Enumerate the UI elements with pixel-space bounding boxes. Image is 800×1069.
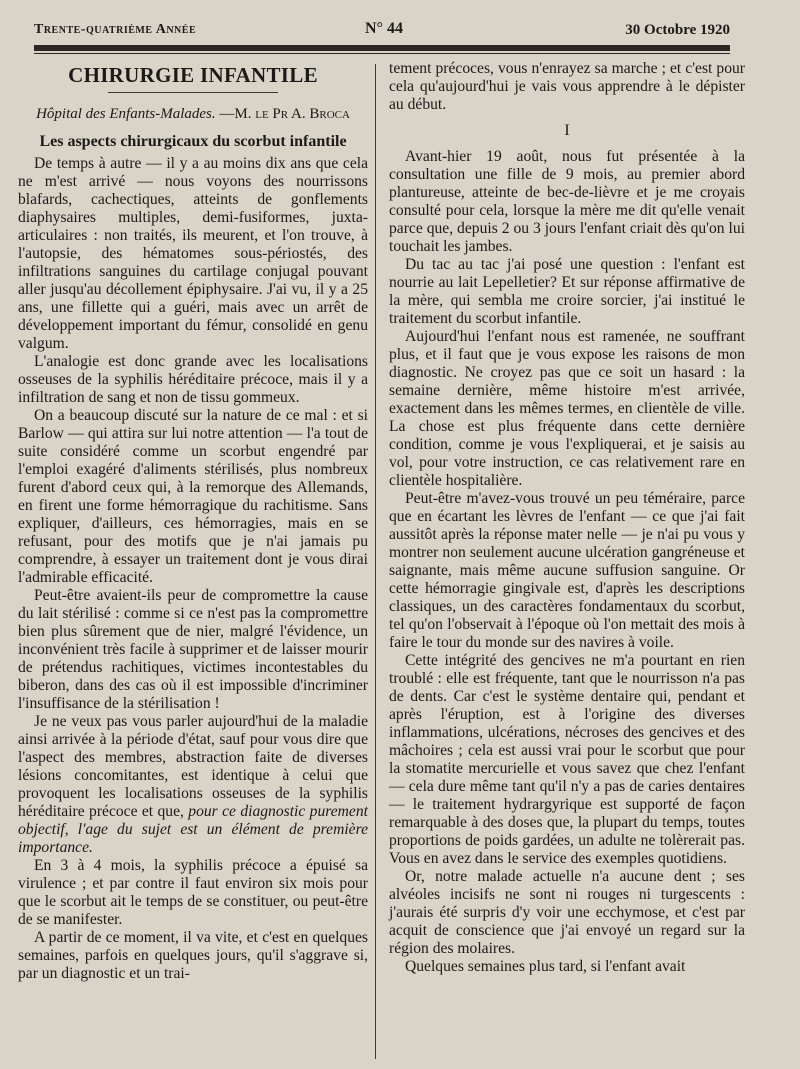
- right-paragraph-3: Aujourd'hui l'enfant nous est ramenée, ne souffrant plus, et il faut que je vous expose les raisons de mon diagnostic. Ne croyez pas que ce soit un hasard : la semaine dernière, même histoire m'est arrivée, exactement dans les mêmes termes, en clientèle de ville. La chose est plus fréquente dans cette dernière condition, comme je vous l'expliquerai, et je saisis au vol, pour votre instruction, ce cas relativement rare en clientèle hospitalière.: [389, 328, 745, 489]
- right-paragraph-7: Quelques semaines plus tard, si l'enfant avait: [405, 958, 686, 975]
- right-paragraph-continuation: tement précoces, vous n'enrayez sa marche ; et c'est pour cela qu'aujourd'hui je vais vous apprendre à le dépister au début.: [389, 60, 745, 113]
- section-numeral: I: [564, 122, 570, 139]
- right-paragraph-1: Avant-hier 19 août, nous fut présentée à la consultation une fille de 9 mois, au premier abord plantureuse, atteinte de bec-de-lièvre et je me croyais consulté pour cela, lorsque la mère me dit qu'elle venait parce que, depuis 2 ou 3 jours l'enfant criait dès qu'on lui touchait les jambes.: [389, 148, 745, 255]
- header-rule-thin: [34, 53, 730, 54]
- left-paragraph-2: L'analogie est donc grande avec les localisations osseuses de la syphilis héréditaire précoce, mais il y a infiltration de sang et non de tissu gommeux.: [18, 353, 368, 406]
- byline-hospital: Hôpital des Enfants-Malades.: [36, 106, 216, 122]
- left-paragraph-7: A partir de ce moment, il va vite, et c'est en quelques semaines, parfois en quelques jours, qu'il s'aggrave si, par un diagnostic et un trai-: [18, 929, 368, 982]
- left-paragraph-3: On a beaucoup discuté sur la nature de ce mal : et si Barlow — qui attira sur lui notre attention — l'a tout de suite considéré comme un scorbut engendré par l'emploi exagéré d'aliments stérilisés, plus nombreux furent d'abord ceux qui, à la remorque des Allemands, en firent une forme hémorragique du rachitisme. Sans expliquer, d'ailleurs, ces hémorragies, mais en se refusant, pour des motifs que je n'ai jamais pu comprendre, à essayer un traitement dont je vous dirai l'admirable efficacité.: [18, 407, 368, 586]
- right-paragraph-4: Peut-être m'avez-vous trouvé un peu téméraire, parce que en écartant les lèvres de l'enfant — ce que j'ai fait aussitôt après la réponse mater nelle — je n'ai pu vous y montrer non seulement aucune ulcération gangréneuse et saignante, mais même aucune suffusion sanguine. Or cette hémorragie gingivale est, d'après les descriptions classiques, un des caractères fondamentaux du scorbut, tel qu'on l'observait à l'époque où l'on mettait des mois à faire le tour du monde sur des navires à voile.: [389, 490, 745, 651]
- left-paragraph-5-emphasis: pour ce diagnostic purement objectif, l'age du sujet est un élément de première importance.: [18, 803, 368, 856]
- running-head: [34, 20, 730, 40]
- section-title: CHIRURGIE INFANTILE: [68, 63, 318, 87]
- left-column: [18, 60, 368, 983]
- article-title: Les aspects chirurgicaux du scorbut infantile: [39, 133, 347, 150]
- byline-author: —M. le Pr A. Broca: [215, 106, 350, 122]
- right-column: [389, 60, 745, 976]
- left-paragraph-5: [18, 713, 368, 857]
- right-paragraph-6: Or, notre malade actuelle n'a aucune dent ; ses alvéoles incisifs ne sont ni rouges ni turgescents : j'aurais été surpris d'y voir une ecchymose, et c'est par acquit de conscience que j'ai envoyé un regard sur la région des molaires.: [389, 868, 745, 957]
- left-paragraph-4: Peut-être avaient-ils peur de compromettre la cause du lait stérilisé : comme si ce n'est pas la compromettre bien plus sûrement que de nier, malgré l'évidence, un inconvénient très facile à supprimer et de laisser mourir de prétendus rachitiques, victimes incontestables du biberon, dans des cas où il est impossible d'incriminer l'insuffisance de la stérilisation !: [18, 587, 368, 712]
- left-paragraph-1: De temps à autre — il y a au moins dix ans que cela ne m'est arrivé — nous voyons des nourrissons blafards, cachectiques, atteints de gonflements diaphysaires multiples, demi-fusiformes, juxta-articulaires : non traités, ils meurent, et l'on trouve, à l'autopsie, des hématomes sous-périostés, des infiltrations sanguines du cartilage conjugal pouvant aller jusqu'au décollement épiphysaire. J'ai vu, il y a 25 ans, une fillette qui a guéri, mais avec un arrêt de développement important du fémur, consolidé en genu valgum.: [18, 155, 368, 352]
- left-paragraph-5-text: Je ne veux pas vous parler aujourd'hui de la maladie ainsi arrivée à la période d'état, sauf pour vous dire que l'aspect des membres, abstraction faite de diverses lésions concomitantes, est identique à celui que provoquent les localisations osseuses de la syphilis héréditaire précoce et que,: [18, 713, 368, 820]
- byline: [18, 105, 368, 123]
- issue-date: 30 Octobre 1920: [625, 22, 730, 38]
- volume-label: Trente-quatrième Année: [34, 22, 197, 37]
- issue-number: N° 44: [365, 20, 403, 37]
- column-divider: [375, 64, 376, 1059]
- header-rule-thick: [34, 45, 730, 51]
- section-title-rule: [108, 92, 278, 93]
- left-paragraph-6: En 3 à 4 mois, la syphilis précoce a épuisé sa virulence ; et par contre il faut environ six mois pour que le scorbut ait le temps de se constituer, ou peut-être de se manifester.: [18, 857, 368, 928]
- right-paragraph-5: Cette intégrité des gencives ne m'a pourtant en rien troublé : elle est fréquente, tant que le nourrisson n'a pas de dents. Car c'est le système dentaire qui, pendant et après l'éruption, est à l'origine des diverses inflammations, ulcérations, nécroses des gencives et des mâchoires ; cela est aussi vrai pour le scorbut que pour la stomatite mercurielle et vous savez que chez l'enfant — cela dure même tant qu'il n'y a pas de caries dentaires — le traitement hydrargyrique est supporté de façon remarquable à des doses que, la plupart du temps, toutes proportions de poids gardées, un adulte ne tolèrerait pas. Vous en avez dans le service des exemples quotidiens.: [389, 652, 745, 867]
- right-paragraph-2: Du tac au tac j'ai posé une question : l'enfant est nourrie au lait Lepelletier? Et sur réponse affirmative de la mère, qui sembla me croire sorcier, j'ai institué le traitement du scorbut infantile.: [389, 256, 745, 327]
